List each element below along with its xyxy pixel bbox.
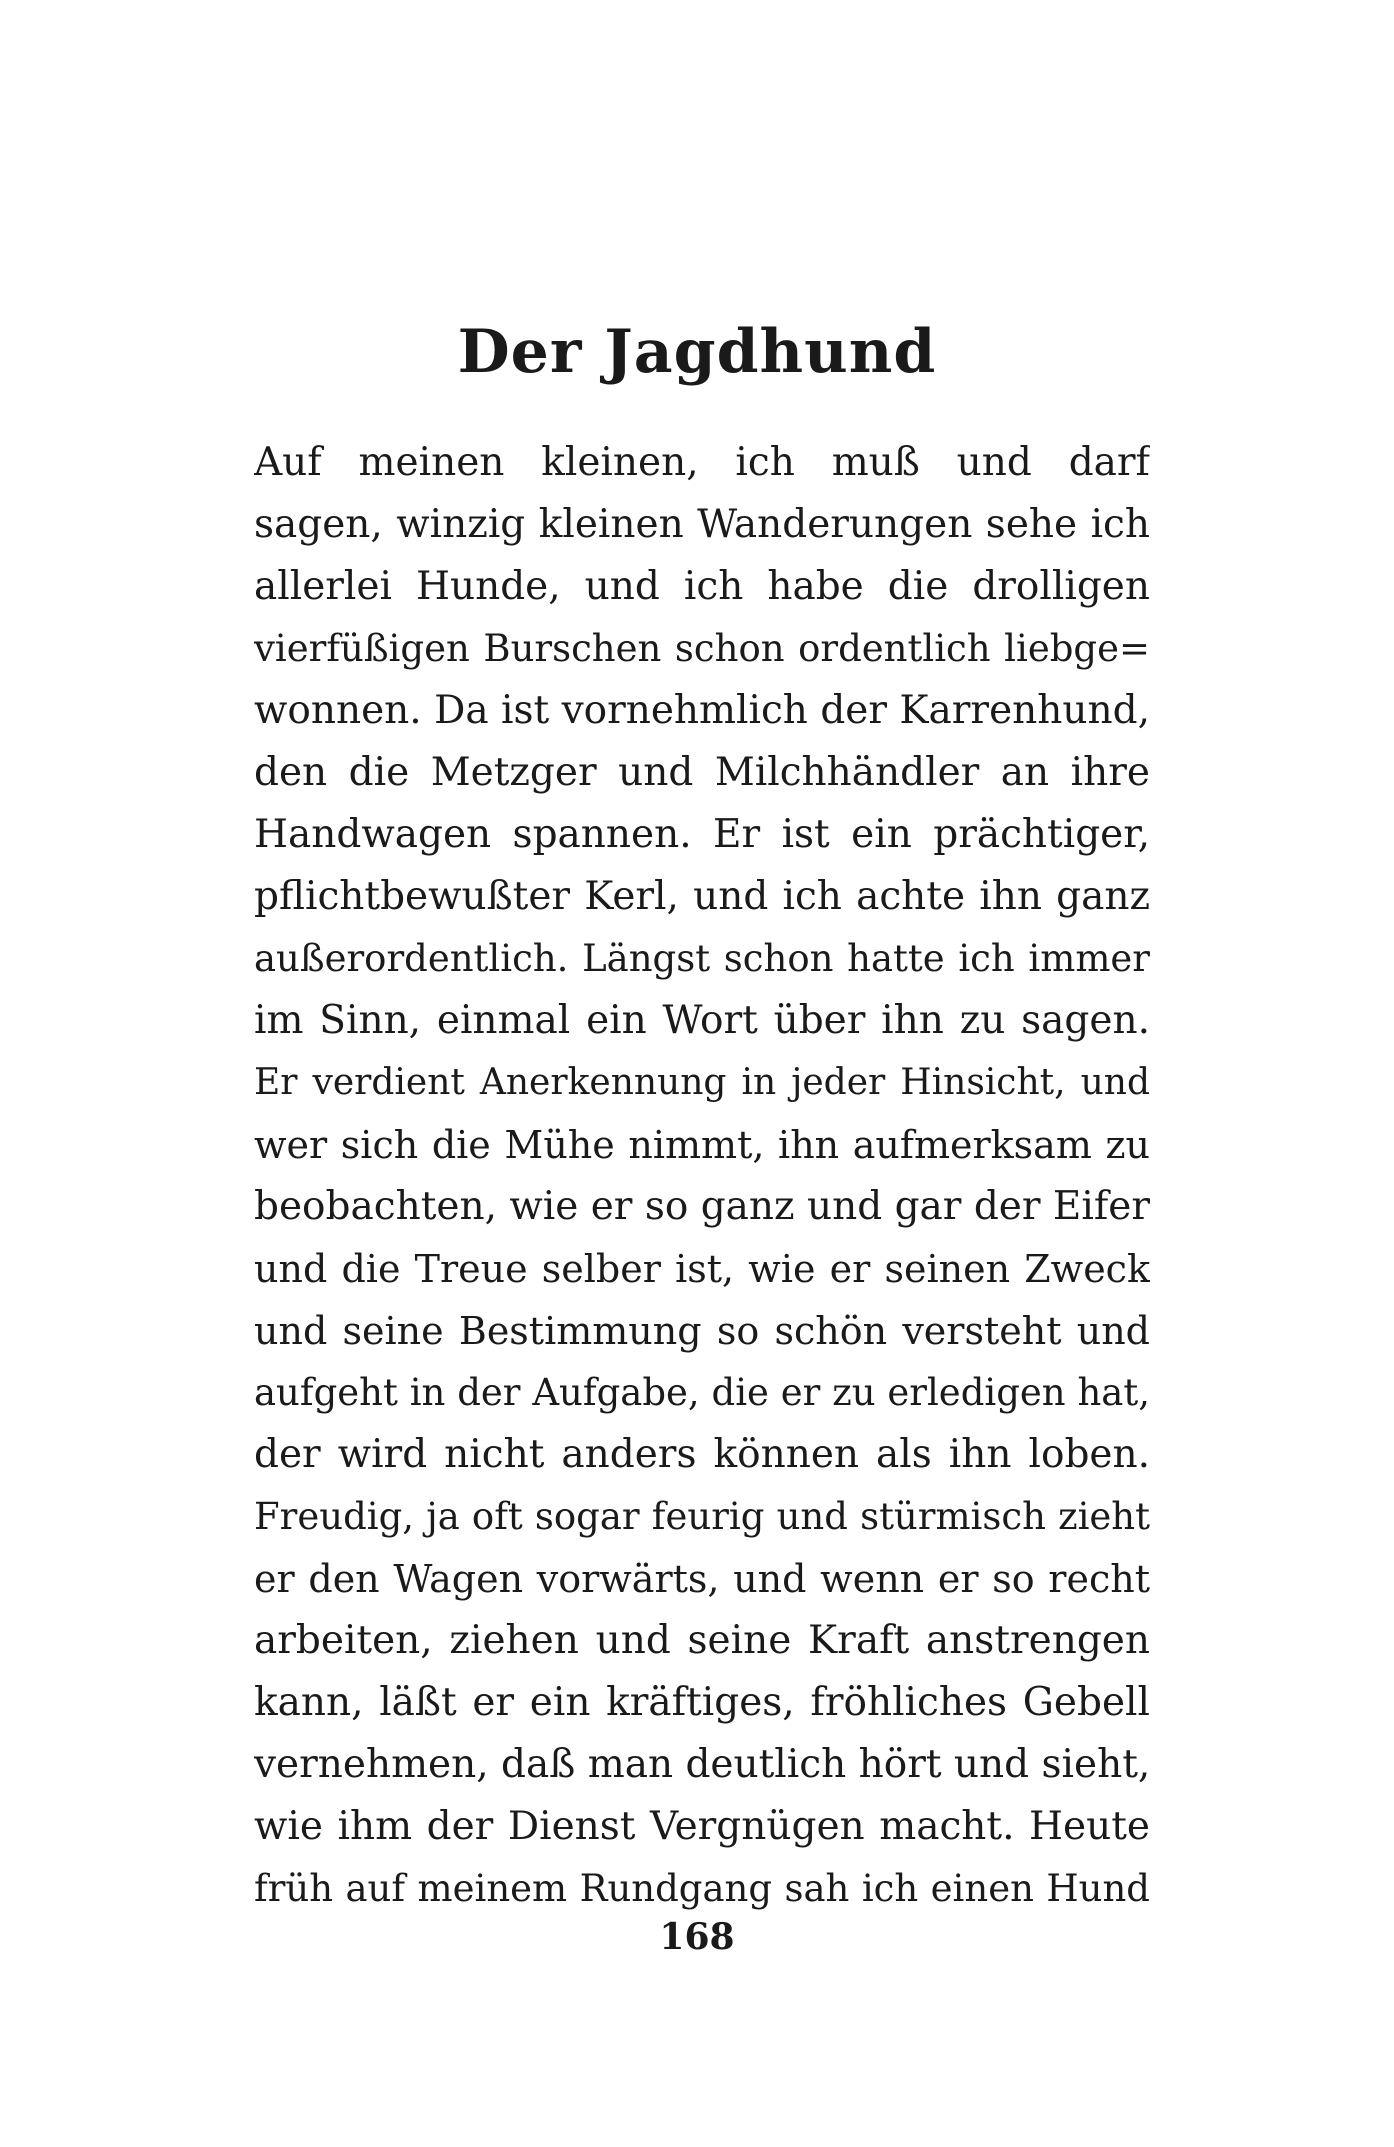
text-line: arbeiten, ziehen und seine Kraft anstrengen: [254, 1618, 1150, 1663]
text-line: vernehmen, daß man deutlich hört und sieht,: [254, 1742, 1150, 1787]
text-line: früh auf meinem Rundgang sah ich einen Hund: [254, 1867, 1150, 1910]
text-line: wie ihm der Dienst Vergnügen macht. Heute: [254, 1804, 1150, 1849]
page-number: 168: [659, 1916, 735, 1958]
text-line: pflichtbewußter Kerl, und ich achte ihn ganz: [254, 874, 1150, 919]
text-line: sagen, winzig kleinen Wanderungen sehe ich: [254, 502, 1150, 547]
body-text: [254, 432, 1150, 1920]
text-line: Freudig, ja oft sogar feurig und stürmisch zieht: [254, 1495, 1150, 1538]
text-line: wonnen. Da ist vornehmlich der Karrenhund,: [254, 688, 1150, 733]
text-line: Auf meinen kleinen, ich muß und darf: [254, 440, 1150, 485]
text-line: allerlei Hunde, und ich habe die drolligen: [254, 564, 1150, 609]
text-line: Handwagen spannen. Er ist ein prächtiger,: [254, 812, 1150, 857]
text-line: den die Metzger und Milchhändler an ihre: [254, 750, 1150, 795]
text-line: vierfüßigen Burschen schon ordentlich liebge=: [254, 627, 1150, 670]
text-line: er den Wagen vorwärts, und wenn er so recht: [254, 1557, 1150, 1601]
text-line: und die Treue selber ist, wie er seinen Zweck: [254, 1247, 1150, 1291]
text-line: der wird nicht anders können als ihn loben.: [254, 1432, 1150, 1477]
text-line: wer sich die Mühe nimmt, ihn aufmerksam zu: [254, 1123, 1150, 1167]
text-line: und seine Bestimmung so schön versteht und: [254, 1309, 1150, 1353]
chapter-title: Der Jagdhund: [457, 317, 937, 387]
text-line: Er verdient Anerkennung in jeder Hinsicht, und: [254, 1062, 1150, 1103]
text-line: beobachten, wie er so ganz und gar der Eifer: [254, 1184, 1150, 1229]
text-line: aufgeht in der Aufgabe, die er zu erledigen hat,: [254, 1371, 1150, 1414]
text-line: außerordentlich. Längst schon hatte ich immer: [254, 937, 1150, 980]
text-line: im Sinn, einmal ein Wort über ihn zu sagen.: [254, 998, 1150, 1043]
text-line: kann, läßt er ein kräftiges, fröhliches Gebell: [254, 1680, 1150, 1725]
